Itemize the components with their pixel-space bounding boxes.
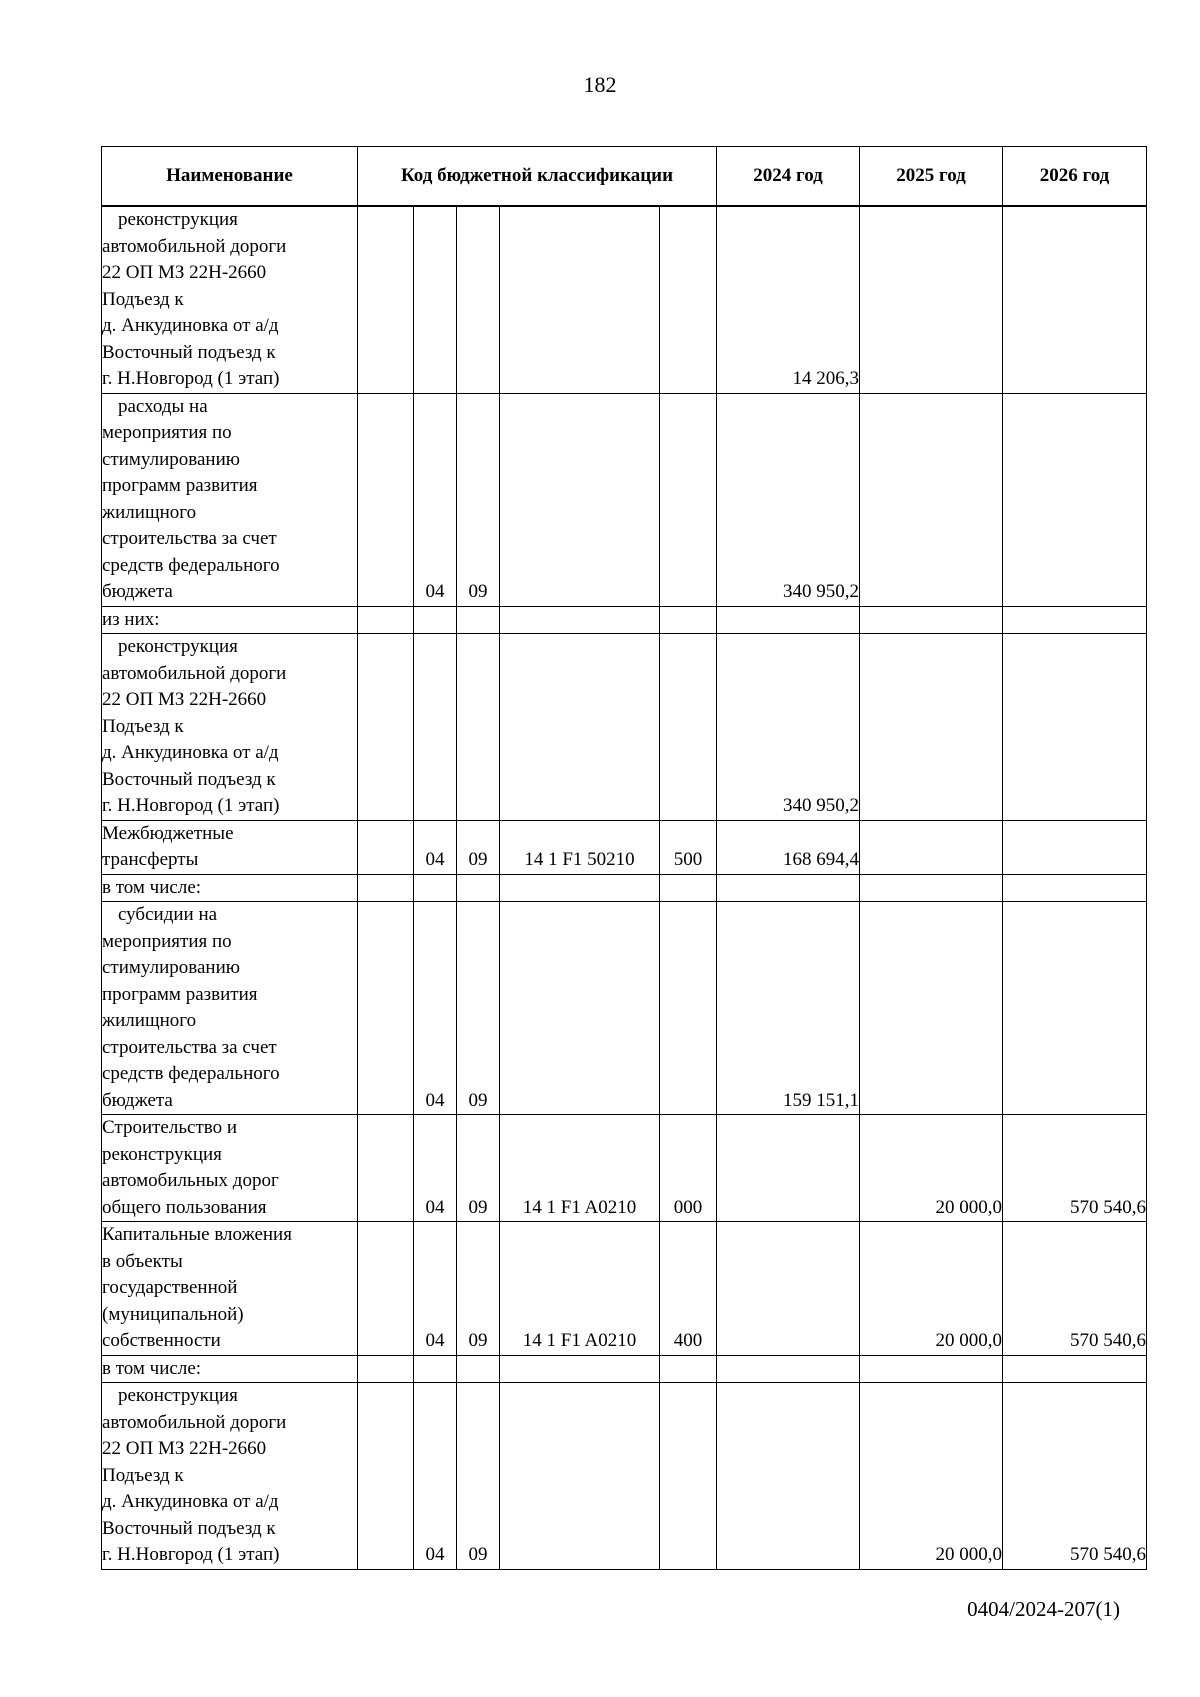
- value-2026: [1003, 820, 1147, 874]
- code-subsection: [457, 1355, 500, 1383]
- value-2025: 20 000,0: [860, 1383, 1003, 1570]
- value-2026: [1003, 393, 1147, 606]
- value-2026: 570 540,6: [1003, 1222, 1147, 1356]
- code-section: 04: [414, 902, 457, 1115]
- code-section: 04: [414, 393, 457, 606]
- table-row: [102, 1115, 1147, 1222]
- code-subsection: 09: [457, 393, 500, 606]
- code-expense-type: [660, 874, 717, 902]
- value-2026: [1003, 206, 1147, 393]
- code-1: [358, 1222, 414, 1356]
- row-name: реконструкция автомобильной дороги 22 ОП МЗ 22Н-2660 Подъезд к д. Анкудиновка от а/д Восточный подъезд к г. Н.Новгород (1 этап): [102, 1383, 358, 1570]
- code-subsection: 09: [457, 1115, 500, 1222]
- row-name: реконструкция автомобильной дороги 22 ОП МЗ 22Н-2660 Подъезд к д. Анкудиновка от а/д Восточный подъезд к г. Н.Новгород (1 этап): [102, 206, 358, 393]
- value-2026: 570 540,6: [1003, 1383, 1147, 1570]
- budget-table: [101, 146, 1147, 1570]
- code-expense-type: 400: [660, 1222, 717, 1356]
- value-2025: [860, 1355, 1003, 1383]
- value-2025: [860, 874, 1003, 902]
- value-2024: [717, 1383, 860, 1570]
- row-name: в том числе:: [102, 1355, 358, 1383]
- value-2026: 570 540,6: [1003, 1115, 1147, 1222]
- code-expense-type: 000: [660, 1115, 717, 1222]
- value-2024: [717, 1355, 860, 1383]
- value-2024: [717, 874, 860, 902]
- page-number: 182: [583, 72, 617, 97]
- code-target: [500, 634, 660, 821]
- value-2025: [860, 902, 1003, 1115]
- code-expense-type: 500: [660, 820, 717, 874]
- code-target: 14 1 F1 A0210: [500, 1115, 660, 1222]
- code-target: 14 1 F1 A0210: [500, 1222, 660, 1356]
- code-subsection: [457, 206, 500, 393]
- value-2026: [1003, 634, 1147, 821]
- code-target: [500, 393, 660, 606]
- value-2024: 340 950,2: [717, 393, 860, 606]
- row-name: Строительство и реконструкция автомобильных дорог общего пользования: [102, 1115, 358, 1222]
- code-subsection: 09: [457, 1383, 500, 1570]
- code-expense-type: [660, 1355, 717, 1383]
- code-section: 04: [414, 1222, 457, 1356]
- table-row: [102, 393, 1147, 606]
- code-subsection: [457, 874, 500, 902]
- code-expense-type: [660, 1383, 717, 1570]
- header-2025: 2025 год: [860, 147, 1003, 207]
- code-target: 14 1 F1 50210: [500, 820, 660, 874]
- value-2024: 159 151,1: [717, 902, 860, 1115]
- code-1: [358, 874, 414, 902]
- code-subsection: 09: [457, 820, 500, 874]
- code-section: 04: [414, 1115, 457, 1222]
- code-subsection: [457, 606, 500, 634]
- table-row: [102, 874, 1147, 902]
- code-1: [358, 206, 414, 393]
- value-2025: [860, 634, 1003, 821]
- code-expense-type: [660, 634, 717, 821]
- table-row: [102, 902, 1147, 1115]
- table-row: [102, 606, 1147, 634]
- value-2024: [717, 1115, 860, 1222]
- header-code: Код бюджетной классификации: [358, 147, 717, 207]
- code-1: [358, 1383, 414, 1570]
- document-number: 0404/2024-207(1): [967, 1597, 1120, 1621]
- header-2026: 2026 год: [1003, 147, 1147, 207]
- row-name: в том числе:: [102, 874, 358, 902]
- row-name: субсидии на мероприятия по стимулированию программ развития жилищного строительства за счет средств федерального бюджета: [102, 902, 358, 1115]
- code-target: [500, 874, 660, 902]
- value-2025: [860, 206, 1003, 393]
- code-expense-type: [660, 902, 717, 1115]
- code-1: [358, 1355, 414, 1383]
- value-2026: [1003, 874, 1147, 902]
- code-target: [500, 206, 660, 393]
- code-section: [414, 606, 457, 634]
- code-section: [414, 874, 457, 902]
- code-subsection: 09: [457, 1222, 500, 1356]
- value-2024: 14 206,3: [717, 206, 860, 393]
- value-2025: [860, 606, 1003, 634]
- code-subsection: [457, 634, 500, 821]
- value-2024: 340 950,2: [717, 634, 860, 821]
- code-1: [358, 393, 414, 606]
- value-2025: 20 000,0: [860, 1222, 1003, 1356]
- table-row: [102, 634, 1147, 821]
- table-row: [102, 820, 1147, 874]
- value-2026: [1003, 902, 1147, 1115]
- code-section: [414, 634, 457, 821]
- value-2026: [1003, 606, 1147, 634]
- value-2026: [1003, 1355, 1147, 1383]
- code-section: 04: [414, 1383, 457, 1570]
- code-target: [500, 1383, 660, 1570]
- header-name: Наименование: [102, 147, 358, 207]
- code-1: [358, 1115, 414, 1222]
- code-subsection: 09: [457, 902, 500, 1115]
- code-1: [358, 634, 414, 821]
- row-name: расходы на мероприятия по стимулированию программ развития жилищного строительства за счет средств федерального бюджета: [102, 393, 358, 606]
- table-row: [102, 1222, 1147, 1356]
- value-2024: 168 694,4: [717, 820, 860, 874]
- code-section: [414, 206, 457, 393]
- value-2025: 20 000,0: [860, 1115, 1003, 1222]
- header-2024: 2024 год: [717, 147, 860, 207]
- row-name: Капитальные вложения в объекты государственной (муниципальной) собственности: [102, 1222, 358, 1356]
- code-target: [500, 902, 660, 1115]
- table-row: [102, 1355, 1147, 1383]
- code-expense-type: [660, 206, 717, 393]
- row-name: реконструкция автомобильной дороги 22 ОП МЗ 22Н-2660 Подъезд к д. Анкудиновка от а/д Восточный подъезд к г. Н.Новгород (1 этап): [102, 634, 358, 821]
- table-header-row: [102, 147, 1147, 207]
- value-2025: [860, 393, 1003, 606]
- code-expense-type: [660, 606, 717, 634]
- row-name: из них:: [102, 606, 358, 634]
- code-expense-type: [660, 393, 717, 606]
- row-name: Межбюджетные трансферты: [102, 820, 358, 874]
- value-2024: [717, 1222, 860, 1356]
- code-1: [358, 606, 414, 634]
- table-row: [102, 206, 1147, 393]
- value-2024: [717, 606, 860, 634]
- code-target: [500, 1355, 660, 1383]
- code-1: [358, 820, 414, 874]
- code-section: [414, 1355, 457, 1383]
- value-2025: [860, 820, 1003, 874]
- table-row: [102, 1383, 1147, 1570]
- code-1: [358, 902, 414, 1115]
- code-section: 04: [414, 820, 457, 874]
- code-target: [500, 606, 660, 634]
